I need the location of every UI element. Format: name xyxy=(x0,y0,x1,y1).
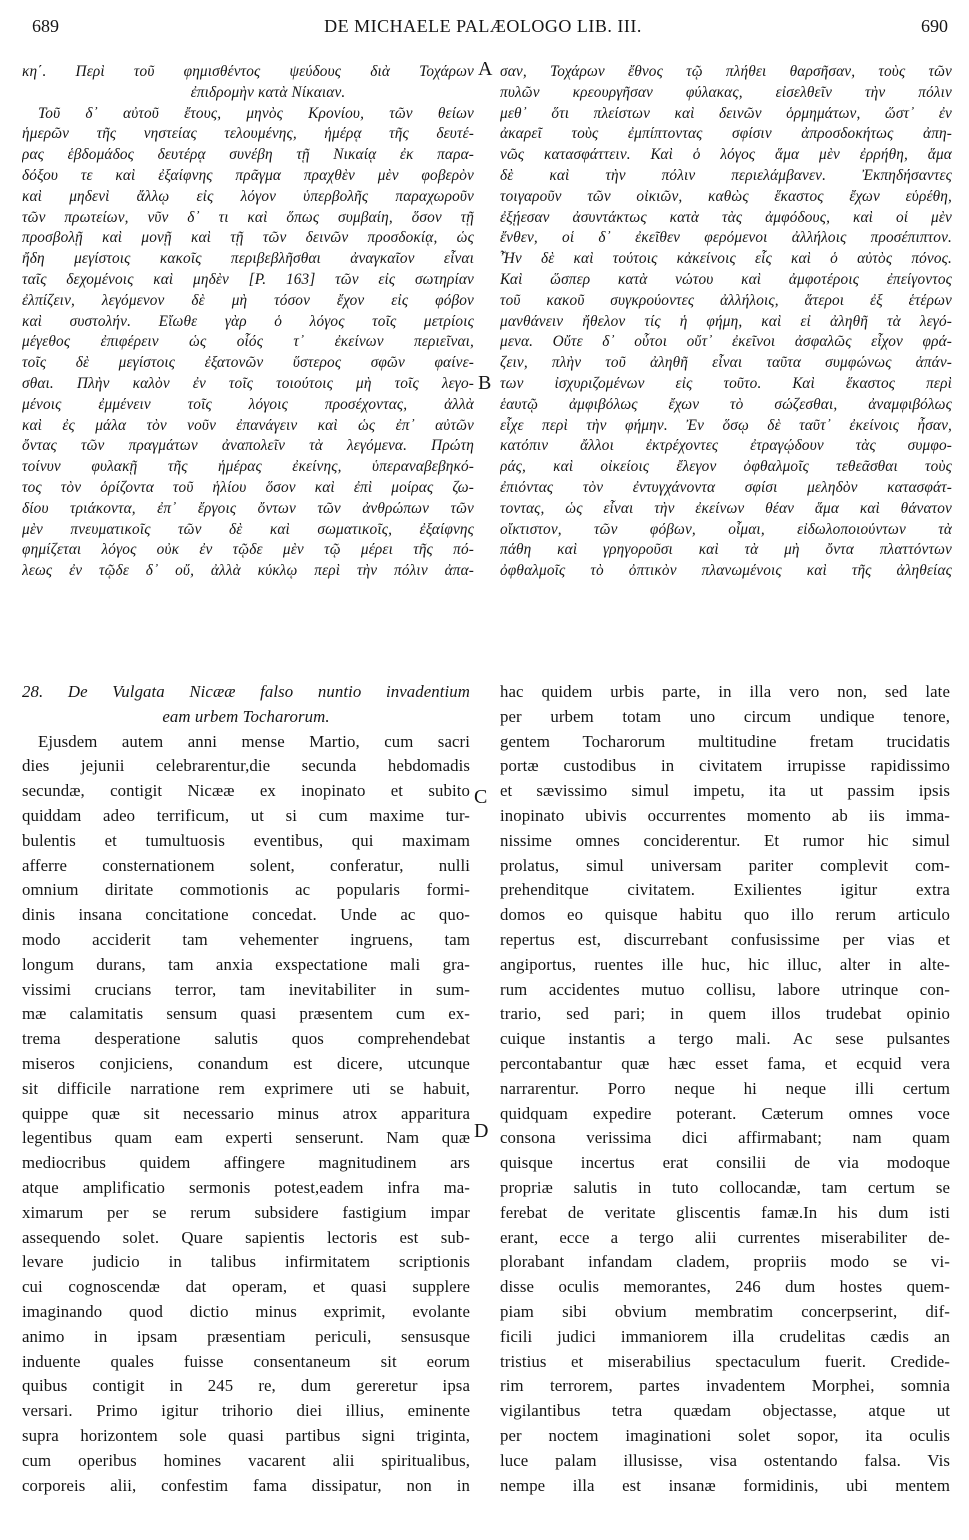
text-line: ferebat de veritate gliscentis famæ.In his dum isti xyxy=(500,1202,950,1222)
text-line: vissimi crucians terror, tam inevitabiliter in sum- xyxy=(22,979,470,999)
text-line: portæ custodibus in civitatem irrupisse rapidissimo xyxy=(500,756,950,776)
text-line: vigilantibus tetra quædam objectasse, atque ut xyxy=(500,1401,950,1421)
text-line: πάθη καὶ γρηγοροῦσι καὶ τὰ μὴ ὄντα πλαττόντων xyxy=(500,541,952,559)
left-page-number: 689 xyxy=(32,16,59,36)
right-page-number: 690 xyxy=(921,16,948,36)
text-line: quippe quæ sit necessario minus atrox apparitura xyxy=(22,1103,470,1123)
text-line: μέγεθος ἐπιφέρειν ὡς οἷός τ᾽ ἐκείνων περιεῖναι, xyxy=(22,333,474,351)
text-line: τοντας, ὡς εἶναι τὴν ἐκείνων θέαν ἅμα καὶ θάνατον xyxy=(500,499,952,517)
text-line: tristius et miserabilius spectaculum fuerit. Credide- xyxy=(500,1351,950,1371)
text-line: domos eo quisque habitu quo illo rerum articulo xyxy=(500,905,950,925)
text-line: et sævissimo simul impetu, ita ut passim ipsis xyxy=(500,781,950,801)
text-line: plorabant infandam cladem, propriis modo se vi- xyxy=(500,1252,950,1272)
text-line: miseros conjiciens, conandum est dicere, utcunque xyxy=(22,1053,470,1073)
text-line: omnium diritate commotionis ac popularis formi- xyxy=(22,880,470,900)
text-line: τοῖς δὲ μεγίστοις ἐξατονῶν ὕστερος σφῶν φαίνε- xyxy=(22,354,474,372)
text-line: λεως ἐν τῷδε δ᾽ οὔ, ἀλλὰ κύκλῳ περὶ τὴν πόλιν ἀπα- xyxy=(22,562,474,580)
page-header xyxy=(18,8,948,44)
text-line: τοίνυν φυλακῇ τῆς ἡμέρας ἐκείνης, ὑπεραναβεβηκό- xyxy=(22,458,474,476)
latin-column-left xyxy=(22,680,470,1530)
margin-marker-d: D xyxy=(474,1120,489,1142)
text-line: quiddam adeo terrificum, ut si cum maxime tur- xyxy=(22,805,470,825)
text-line: μενα. Οὔτε δ᾽ οὗτοι οὔτ᾽ ἐκεῖνοι ἀσφαλῶς εἶχον φρά- xyxy=(500,333,952,351)
text-line: propriæ salutis in tuto collocandæ, tam certum se xyxy=(500,1177,950,1197)
greek-column-left xyxy=(22,62,474,652)
text-line: assequendo solet. Quare sapientis lectoris est sub- xyxy=(22,1227,470,1247)
text-line: ἐπιόντας τὸν ἐντυγχάνοντα σφίσι μεληδὸν κατασφάτ- xyxy=(500,478,952,496)
text-line: νῶς κατασφάττειν. Καὶ ὁ λόγος ἅμα μὲν ἐρρήθη, ἅμα xyxy=(500,146,952,164)
text-line: Καὶ ὥσπερ κατὰ νώτου καὶ ἀμφοτέροις ἐπείγοντος xyxy=(500,270,952,288)
text-line: ἔνθεν, οἱ δ᾽ ἐκεῖθεν φερόμενοι ἀλλήλοις προσέπιπτον. xyxy=(500,229,952,247)
text-line: τῶν πρωτείων, νῦν δ᾽ τι καὶ ὅπως συμβαίη, ὅσον τῇ xyxy=(22,208,474,226)
text-line: Τοῦ δ᾽ αὐτοῦ ἔτους, μηνὸς Κρονίου, τῶν θείων xyxy=(38,104,474,122)
text-line: corporeis alii, confestim fama dissipatur, non in xyxy=(22,1475,470,1495)
text-line: δὲ καὶ τὴν πόλιν περιελάμβανεν. Ἐκπηδήσαντες xyxy=(500,166,952,184)
text-line: rim terrorem, partes invadentem Morphei, somnia xyxy=(500,1376,950,1396)
running-title: DE MICHAELE PALÆOLOGO LIB. III. xyxy=(324,16,642,36)
text-line: ὄντας τῶν πραγμάτων ἀναπολεῖν τὰ λεγόμενα. Πρώτη xyxy=(22,437,474,455)
text-line: καὶ συστολήν. Εἴωθε γὰρ ὁ λόγος τοῖς μετρίοις xyxy=(22,312,474,330)
text-line: gentem Tocharorum multitudine fretam trucidatis xyxy=(500,731,950,751)
text-line: ράς, καὶ οἰκείοις ἔλεγον ὀφθαλμοῖς τεθεᾶσθαι τοὺς xyxy=(500,458,952,476)
text-line: trema desperatione salutis quos comprehendebat xyxy=(22,1029,470,1049)
text-line: κατόπιν ἄλλοι ἐκτρέχοντες ἐτραγῴδουν τὰς συμφο- xyxy=(500,437,952,455)
text-line: των ἰσχυριζομένων εἰς τοῦτο. Καὶ ἕκαστος περὶ xyxy=(500,374,952,392)
text-line: ficili judici immaniorem illa crudelitas cædis an xyxy=(500,1326,950,1346)
text-line: ximarum per se rerum subsidere fastigium impar xyxy=(22,1202,470,1222)
text-line: ἀκαρεῖ τοὺς ἐμπίπτοντας σφίσιν ἀπροσδοκήτως ἀπη- xyxy=(500,125,952,143)
margin-marker-a: A xyxy=(478,58,493,80)
text-line: cuique instantis a tergo mali. Ac sese pulsantes xyxy=(500,1029,950,1049)
text-line: erant, ecce a tergo alii currentes miserabiliter de- xyxy=(500,1227,950,1247)
text-line: disse oculis memorantes, 246 dum hostes quem- xyxy=(500,1277,950,1297)
text-line: per noctem imaginationi solet sopor, ita oculis xyxy=(500,1425,950,1445)
text-line: cum operibus homines vacarent alii spiritualibus, xyxy=(22,1450,470,1470)
text-line: repertus est, discurrebant confusissime per vias et xyxy=(500,929,950,949)
text-line: ταῖς δεχομένοις καὶ μηδὲν [Ρ. 163] τῶν εἰς σωτηρίαν xyxy=(22,270,474,288)
text-line: modo acciderit tam vehementer ingruens, tam xyxy=(22,929,470,949)
text-line: afferre consternationem solent, conferatur, nulli xyxy=(22,855,470,875)
text-line: quibus contigit in 245 re, dum gereretur ipsa xyxy=(22,1376,470,1396)
text-line: πυλῶν κρεουργῆσαν φύλακας, εἰσελθεῖν τὴν πόλιν xyxy=(500,83,952,101)
text-line: luce palam illusisse, visa ostentando falsa. Vis xyxy=(500,1450,950,1470)
text-line: σθαι. Πλὴν καλὸν ἐν τοῖς τοιούτοις μὴ τοῖς λεγο- xyxy=(22,374,474,392)
text-line: ἤδη μεγίστοις κακοῖς περιβεβλῆσθαι ἀναγκαῖον εἶναι xyxy=(22,250,474,268)
text-line: 28. De Vulgata Nicææ falso nuntio invadentium xyxy=(22,682,470,701)
text-line: induente quales fuisse consentaneum sit eorum xyxy=(22,1351,470,1371)
text-line: imaginando quod dictio minus exprimit, evolante xyxy=(22,1301,470,1321)
text-line: rum accidentes mutuo collisu, labore utrinque con- xyxy=(500,979,950,999)
text-line: nempe illa est insanæ formidinis, ubi mentem xyxy=(500,1475,950,1495)
text-line: μὲν πνευματικοῖς τῶν δὲ καὶ σωματικοῖς, ἐξαίφνης xyxy=(22,520,474,538)
text-line: dies jejunii celebrarentur,die secunda hebdomadis xyxy=(22,756,470,776)
text-line: ἡμερῶν τῆς νηστείας τελουμένης, ἡμέρᾳ τῆς δευτέ- xyxy=(22,125,474,143)
text-line: φημίζεται λόγος οὐκ ἐν τῷδε μὲν τῷ μέρει τῆς πό- xyxy=(22,541,474,559)
greek-column-right xyxy=(500,62,952,652)
text-line: μανθάνειν ἤθελον τίς ἡ φήμη, καὶ εἰ ἀληθῆ τὰ λεγό- xyxy=(500,312,952,330)
margin-marker-c: C xyxy=(474,786,488,808)
text-line: ζειν, πλὴν τοῦ ἀληθῆ εἶναι ταῦτα συμφώνως ἁπάν- xyxy=(500,354,952,372)
text-line: levare judicio in talibus infirmitatem scriptionis xyxy=(22,1252,470,1272)
text-line: dinis insana concitatione concedat. Unde ac quo- xyxy=(22,905,470,925)
text-line: quisque incertus erat consilii de via modoque xyxy=(500,1153,950,1173)
text-line: Ejusdem autem anni mense Martio, cum sacri xyxy=(38,731,470,751)
text-line: trario, sed pari; in quem illos trudebat opinio xyxy=(500,1004,950,1024)
text-line: per urbem totam uno circum undique tenore, xyxy=(500,706,950,726)
latin-column-right xyxy=(500,680,950,1530)
text-line: μεθ᾽ ὅτι πλείστων καὶ δεινῶν ὁρμημάτων, ὥστ᾽ ἐν xyxy=(500,104,952,122)
text-line: legentibus quam eam experti senserunt. Nam quæ xyxy=(22,1128,470,1148)
text-line: προσβολῇ καὶ μονῇ καὶ τῇ τῶν δεινῶν προσδοκίᾳ, ὡς xyxy=(22,229,474,247)
text-line: δόξου τε καὶ ἐξαίφνης πρᾶγμα πραχθὲν μὲν φοβερὸν xyxy=(22,166,474,184)
text-line: δίου τριάκοντα, ἐπ᾽ ἔργοις ὄντων τῶν ἀνθρώπων τῶν xyxy=(22,499,474,517)
text-line: ἐξῄεσαν ἀσυντάκτως κατὰ τὰς ἀμφόδους, καὶ οἱ μὲν xyxy=(500,208,952,226)
text-line: secundæ, contigit Nicææ ex inopinato et subito xyxy=(22,781,470,801)
text-line: ἑαυτῷ ἀμφιβόλως ἔχων τὸ σώζεσθαι, ἀναμφιβόλως xyxy=(500,395,952,413)
text-line: versari. Primo igitur trihorio diei illius, eminente xyxy=(22,1401,470,1421)
text-line: ἐλπίζειν, λεγόμενον δὲ μὴ τόσον ἔχον εἰς φόβον xyxy=(22,291,474,309)
text-line: mediocribus quidem affingere magnitudinem ars xyxy=(22,1153,470,1173)
text-line: Ἦν δὲ καὶ τούτοις κἀκείνοις εἷς καὶ ὁ αὐτὸς πόνος. xyxy=(500,250,952,268)
text-line: ἐπιδρομὴν κατὰ Νίκαιαν. xyxy=(190,83,346,101)
text-line: prehenditque civitatem. Exilientes igitur extra xyxy=(500,880,950,900)
text-line: mæ calamitatis sensum quasi præsentem cum ex- xyxy=(22,1004,470,1024)
text-line: prolatus, simul universam pariter complevit com- xyxy=(500,855,950,875)
text-line: longum durans, tam anxia exspectatione mali gra- xyxy=(22,954,470,974)
text-line: οἴκτιστον, τῶν φόβων, οἶμαι, εἰδωλοποιούντων τὰ xyxy=(500,520,952,538)
text-line: angiportus, ruentes ille huc, hic illuc, alter in alte- xyxy=(500,954,950,974)
text-line: τοιγαροῦν τῶν οἰκιῶν, καθὼς ἕκαστος ἔχων εὑρέθη, xyxy=(500,187,952,205)
text-line: καὶ μηδενὶ ἄλλῳ εἰς λόγον ὑπερβολῆς παραχωροῦν xyxy=(22,187,474,205)
text-line: τοῦ κακοῦ συγκρούοντες ἀλλήλοις, ἅτεροι ἐξ ἑτέρων xyxy=(500,291,952,309)
text-line: quidquam expedire poterant. Cæterum omnes voce xyxy=(500,1103,950,1123)
text-line: εἶχε περὶ τὴν φήμην. Ἐν ὅσῳ δὲ ταῦτ᾽ ἐκείνοις ἦσαν, xyxy=(500,416,952,434)
margin-marker-b: B xyxy=(478,372,492,394)
text-line: animo in ipsam præsentiam periculi, sensusque xyxy=(22,1326,470,1346)
text-line: ρας ἑβδομάδος δευτέρᾳ συνέβη τῇ Νικαίᾳ ἐκ παρα- xyxy=(22,146,474,164)
text-line: bulentis et tumultuosis eventibus, qui maximam xyxy=(22,830,470,850)
text-line: ὀφθαλμοῖς τὸ ὀπτικὸν πλανωμένοις καὶ τῆς ἀληθείας xyxy=(500,562,952,580)
text-line: inopinato ubivis occurrentes momento ab iis imma- xyxy=(500,805,950,825)
text-line: τος τὸν ὁρίζοντα τοῦ ἡλίου ὅσον καὶ ἐπὶ μοίρας ζω- xyxy=(22,478,474,496)
text-line: sit difficile narratione rem exprimere uti se habuit, xyxy=(22,1078,470,1098)
text-line: hac quidem urbis parte, in illa vero non, sed late xyxy=(500,682,950,701)
text-line: consona verissima dici affirmabant; nam quam xyxy=(500,1128,950,1148)
text-line: κη΄. Περὶ τοῦ φημισθέντος ψεύδους διὰ Τοχάρων xyxy=(22,63,474,80)
text-line: atque amplificatio sermonis potest,eadem infra ma- xyxy=(22,1177,470,1197)
text-line: eam urbem Tocharorum. xyxy=(162,706,330,726)
text-line: καὶ ἐς μάλα τὸν νοῦν ἐπανάγειν καὶ ὡς ἐπ᾽ αὐτῶν xyxy=(22,416,474,434)
text-line: cui cognoscendæ dat operam, et quasi supplere xyxy=(22,1277,470,1297)
text-line: piam sibi obvium membratim concerpserint, dif- xyxy=(500,1301,950,1321)
text-line: μένοις ἐμμένειν τοῖς λόγοις προσέχοντας, ἀλλὰ xyxy=(22,395,474,413)
text-line: nissime omnes conciderentur. Et rumor hic simul xyxy=(500,830,950,850)
text-line: σαν, Τοχάρων ἔθνος τῷ πλήθει θαρσῆσαν, τοὺς τῶν xyxy=(500,63,952,80)
text-line: narrarentur. Porro neque hi neque illi certum xyxy=(500,1078,950,1098)
text-line: supra horizontem sole quasi partibus signi triginta, xyxy=(22,1425,470,1445)
text-line: percontabantur quæ hæc esset fama, et ecquid vera xyxy=(500,1053,950,1073)
